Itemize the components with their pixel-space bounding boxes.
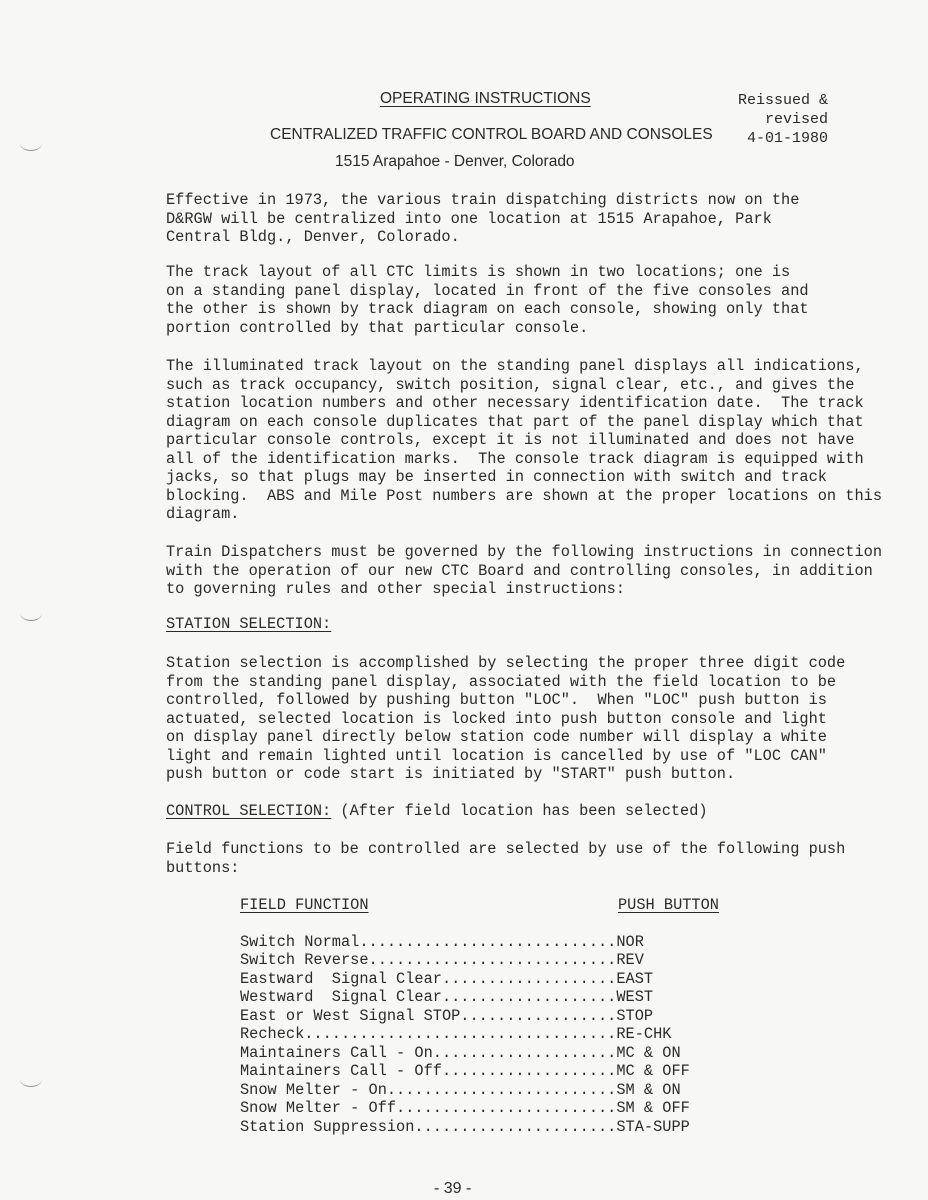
row-button: EAST [616, 969, 654, 988]
text-line: Field functions to be controlled are selected by use of the following push [166, 840, 846, 858]
table-row [240, 933, 719, 952]
row-button: STOP [616, 1006, 654, 1025]
row-button: MC & ON [616, 1043, 681, 1062]
text-line: blocking. ABS and Mile Post numbers are shown at the proper locations on this [166, 486, 883, 505]
station-selection-text [166, 654, 896, 784]
row-function: Station Suppression...................... [240, 1117, 617, 1136]
text-line: Central Bldg., Denver, Colorado. [166, 228, 460, 246]
text-line: from the standing panel display, associated with the field location to be [166, 672, 837, 691]
binder-hole-mark [20, 1072, 42, 1087]
station-selection-heading: STATION SELECTION: [166, 615, 332, 633]
text-line: diagram. [166, 505, 240, 523]
text-line: the other is shown by track diagram on each console, showing only that [166, 300, 809, 318]
text-line: The illuminated track layout on the standing panel displays all indications, [166, 357, 864, 375]
function-table [240, 896, 719, 1136]
text-line: diagram on each console duplicates that part of the panel display which that [166, 412, 864, 431]
table-row [240, 1007, 719, 1026]
paragraph-1 [166, 191, 896, 247]
text-line: Station selection is accomplished by selecting the proper three digit code [166, 654, 846, 672]
text-line: Train Dispatchers must be governed by the following instructions in connection [166, 543, 883, 561]
row-button: SM & OFF [616, 1099, 690, 1117]
paragraph-4 [166, 543, 896, 599]
row-function: Maintainers Call - On.................... [240, 1043, 617, 1062]
row-function: East or West Signal STOP................. [240, 1006, 617, 1025]
text-line: particular console controls, except it is not illuminated and does not have [166, 431, 855, 449]
page-number: - 39 - [434, 1180, 472, 1197]
row-function: Switch Normal............................ [240, 932, 617, 951]
row-function: Westward Signal Clear................... [240, 988, 617, 1006]
col-header-push-button: PUSH BUTTON [618, 896, 719, 914]
text-line: controlled, followed by pushing button "LOC". When "LOC" push button is [166, 691, 827, 709]
text-line: push button or code start is initiated by "START" push button. [166, 765, 736, 783]
binder-hole-mark [20, 606, 42, 621]
row-button: MC & OFF [616, 1062, 690, 1080]
row-function: Maintainers Call - Off................... [240, 1062, 617, 1080]
table-row [240, 951, 719, 970]
row-function: Eastward Signal Clear................... [240, 969, 617, 988]
col-header-field-function: FIELD FUNCTION [240, 896, 369, 914]
text-line: to governing rules and other special instructions: [166, 580, 625, 598]
doc-address: 1515 Arapahoe - Denver, Colorado [335, 153, 575, 170]
control-selection-heading: CONTROL SELECTION: [166, 802, 332, 820]
row-button: WEST [616, 988, 654, 1006]
text-line: light and remain lighted until location is cancelled by use of "LOC CAN" [166, 746, 827, 765]
text-line: all of the identification marks. The console track diagram is equipped with [166, 449, 864, 468]
row-function: Switch Reverse........................... [240, 951, 617, 969]
paragraph-3 [166, 357, 896, 524]
text-line: D&RGW will be centralized into one location at 1515 Arapahoe, Park [166, 209, 772, 228]
row-function: Snow Melter - On......................... [240, 1080, 617, 1099]
text-line: actuated, selected location is locked into push button console and light [166, 709, 827, 728]
doc-title: OPERATING INSTRUCTIONS [380, 90, 591, 107]
row-button: RE-CHK [616, 1025, 672, 1043]
table-row [240, 1081, 719, 1100]
table-row [240, 988, 719, 1007]
reissued-date: 4-01-1980 [746, 130, 828, 147]
text-line: such as track occupancy, switch position, signal clear, etc., and gives the [166, 375, 855, 394]
table-header [240, 896, 719, 915]
row-button: NOR [616, 932, 644, 951]
text-line: portion controlled by that particular console. [166, 318, 589, 337]
text-line: Effective in 1973, the various train dispatching districts now on the [166, 191, 800, 209]
text-line: buttons: [166, 858, 240, 877]
reissued-line: revised [764, 111, 828, 128]
control-selection-heading-line [166, 802, 708, 820]
text-line: with the operation of our new CTC Board and controlling consoles, in addition [166, 561, 873, 580]
table-row [240, 1118, 719, 1137]
row-function: Snow Melter - Off........................ [240, 1099, 617, 1117]
reissued-note [730, 91, 828, 148]
table-row [240, 1044, 719, 1063]
text-line: on display panel directly below station code number will display a white [166, 728, 827, 746]
binder-hole-mark [20, 136, 42, 151]
control-selection-text [166, 840, 896, 877]
table-row [240, 1099, 719, 1118]
control-selection-note: (After field location has been selected) [331, 802, 708, 820]
doc-subtitle: CENTRALIZED TRAFFIC CONTROL BOARD AND CONSOLES [270, 126, 713, 143]
row-function: Recheck.................................. [240, 1025, 617, 1043]
text-line: on a standing panel display, located in front of the five consoles and [166, 281, 809, 300]
table-row [240, 1025, 719, 1044]
row-button: STA-SUPP [616, 1117, 690, 1136]
row-button: SM & ON [616, 1080, 681, 1099]
text-line: station location numbers and other necessary identification date. The track [166, 394, 864, 412]
row-button: REV [616, 951, 644, 969]
text-line: jacks, so that plugs may be inserted in connection with switch and track [166, 468, 827, 486]
table-row [240, 1062, 719, 1081]
table-row [240, 970, 719, 989]
text-line: The track layout of all CTC limits is shown in two locations; one is [166, 263, 791, 281]
paragraph-2 [166, 263, 896, 337]
reissued-line: Reissued & [737, 92, 828, 109]
